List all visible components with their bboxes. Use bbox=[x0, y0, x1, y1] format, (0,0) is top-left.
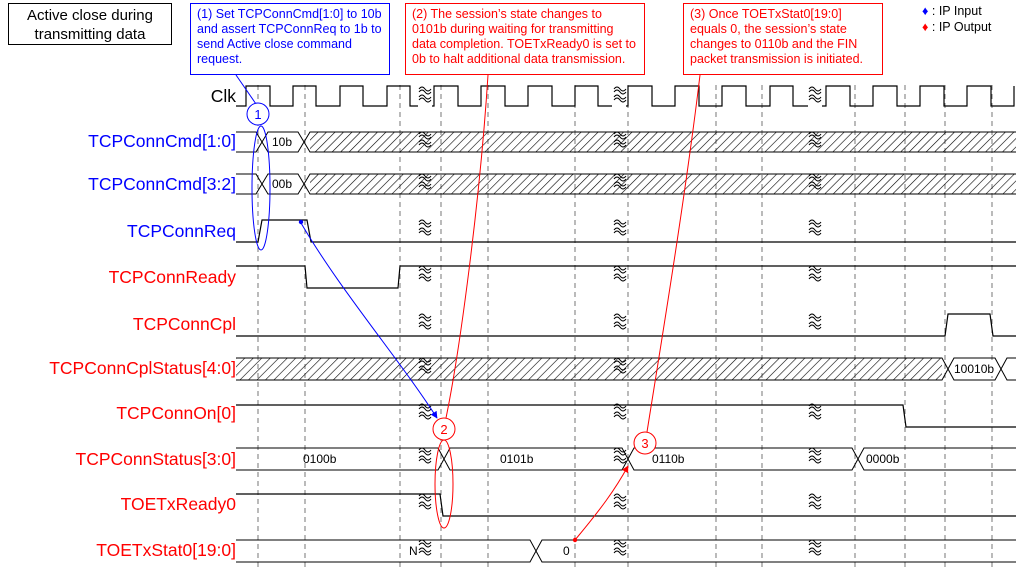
break-squiggle bbox=[614, 540, 626, 547]
value-status-d: 0000b bbox=[866, 452, 900, 466]
legend-output bbox=[922, 19, 991, 35]
break-squiggle bbox=[419, 448, 431, 455]
note-3: (3) Once TOETxStat0[19:0] equals 0, the session’s state changes to 0110b and the FIN packet transmission is initiated. bbox=[683, 3, 883, 75]
break-squiggle bbox=[614, 456, 626, 463]
break-squiggle bbox=[419, 266, 431, 273]
break-squiggle bbox=[419, 87, 431, 94]
break-squiggle bbox=[614, 266, 626, 273]
signal-label-tcpconnready: TCPConnReady bbox=[108, 267, 236, 287]
break-squiggle bbox=[419, 412, 431, 419]
value-txstat-0: 0 bbox=[563, 544, 570, 558]
signal-label-toetxstat0: TOETxStat0[19:0] bbox=[96, 540, 236, 560]
legend-input-label: : IP Input bbox=[931, 4, 982, 18]
tcpconncpl-waveform bbox=[236, 314, 1016, 336]
svg-text:1: 1 bbox=[254, 107, 262, 122]
output-diamond-icon: ♦ bbox=[922, 20, 929, 34]
note-2: (2) The session’s state changes to 0101b during waiting for transmitting data completion. TOETxReady0 is set to 0b to halt additional data transmission. bbox=[405, 3, 645, 75]
break-squiggle bbox=[809, 228, 821, 235]
signal-label-tcpconnreq: TCPConnReq bbox=[127, 221, 236, 241]
break-squiggle bbox=[419, 502, 431, 509]
break-squiggle bbox=[614, 87, 626, 94]
clk-waveform bbox=[236, 86, 1014, 106]
time-break-markers bbox=[419, 87, 821, 555]
break-squiggle bbox=[614, 448, 626, 455]
tcpconnready-waveform bbox=[236, 266, 1016, 288]
break-squiggle bbox=[809, 314, 821, 321]
marker-3 bbox=[634, 432, 656, 454]
break-squiggle bbox=[419, 540, 431, 547]
value-cmd-1-0: 10b bbox=[272, 135, 293, 149]
stat-to-status-arrow bbox=[575, 466, 628, 540]
break-squiggle bbox=[614, 322, 626, 329]
break-squiggle bbox=[809, 274, 821, 281]
stat-source-dot bbox=[573, 538, 577, 542]
note-1: (1) Set TCPConnCmd[1:0] to 10b and assert TCPConnReq to 1b to send Active close command request. bbox=[190, 3, 390, 75]
break-squiggle bbox=[419, 228, 431, 235]
value-txstat-n: N bbox=[409, 544, 418, 558]
svg-text:3: 3 bbox=[641, 436, 649, 451]
break-squiggle bbox=[419, 494, 431, 501]
break-squiggle bbox=[614, 494, 626, 501]
break-squiggle bbox=[614, 95, 626, 102]
break-squiggle bbox=[614, 220, 626, 227]
tcpconnreq-waveform bbox=[236, 220, 1016, 242]
signal-label-tcpconnon: TCPConnOn[0] bbox=[116, 403, 236, 423]
diagram-title: Active close during transmitting data bbox=[8, 3, 172, 45]
break-squiggle bbox=[809, 220, 821, 227]
toetxstat0-waveform bbox=[236, 540, 1016, 562]
break-squiggle bbox=[809, 266, 821, 273]
value-status-a: 0100b bbox=[303, 452, 337, 466]
annotation-oval-2 bbox=[435, 440, 453, 528]
input-diamond-icon: ♦ bbox=[922, 4, 929, 18]
signal-label-tcpconnstatus: TCPConnStatus[3:0] bbox=[75, 449, 236, 469]
signal-label-tcpconncplstatus: TCPConnCplStatus[4:0] bbox=[49, 358, 236, 378]
break-squiggle bbox=[614, 228, 626, 235]
break-squiggle bbox=[614, 412, 626, 419]
signal-label-tcpconncpl: TCPConnCpl bbox=[132, 314, 236, 334]
break-squiggle bbox=[614, 274, 626, 281]
svg-text:2: 2 bbox=[440, 422, 448, 437]
legend-output-label: : IP Output bbox=[931, 20, 992, 34]
tcpconnon-waveform bbox=[236, 405, 1016, 427]
tcpconncplstatus-waveform bbox=[236, 358, 1016, 380]
break-squiggle bbox=[419, 95, 431, 102]
break-squiggle bbox=[809, 548, 821, 555]
signal-label-clk: Clk bbox=[210, 86, 236, 106]
break-squiggle bbox=[614, 548, 626, 555]
marker-2 bbox=[433, 418, 455, 440]
break-squiggle bbox=[614, 314, 626, 321]
signal-label-tcpconncmd-3-2: TCPConnCmd[3:2] bbox=[88, 174, 236, 194]
legend bbox=[922, 3, 991, 35]
value-cmd-3-2: 00b bbox=[272, 177, 293, 191]
break-squiggle bbox=[809, 494, 821, 501]
break-squiggle bbox=[809, 502, 821, 509]
legend-input bbox=[922, 3, 991, 19]
break-squiggle bbox=[419, 314, 431, 321]
value-status-c: 0110b bbox=[652, 452, 685, 466]
guide-lines bbox=[258, 85, 992, 568]
break-squiggle bbox=[419, 456, 431, 463]
toetxready0-waveform bbox=[236, 494, 1016, 516]
break-squiggle bbox=[809, 95, 821, 102]
break-squiggle bbox=[809, 456, 821, 463]
break-squiggle bbox=[614, 502, 626, 509]
req-source-dot bbox=[299, 220, 303, 224]
signal-label-tcpconncmd-1-0: TCPConnCmd[1:0] bbox=[88, 131, 236, 151]
break-squiggle bbox=[419, 274, 431, 281]
break-squiggle bbox=[419, 322, 431, 329]
break-squiggle bbox=[809, 412, 821, 419]
signal-label-toetxready0: TOETxReady0 bbox=[120, 494, 236, 514]
break-squiggle bbox=[419, 548, 431, 555]
value-cpl-status: 10010b bbox=[954, 362, 995, 376]
break-squiggle bbox=[809, 540, 821, 547]
break-squiggle bbox=[809, 322, 821, 329]
break-squiggle bbox=[419, 220, 431, 227]
break-squiggle bbox=[809, 87, 821, 94]
marker-1 bbox=[247, 103, 269, 125]
value-status-b: 0101b bbox=[500, 452, 534, 466]
break-squiggle bbox=[809, 448, 821, 455]
req-to-status-arrow bbox=[301, 223, 437, 418]
